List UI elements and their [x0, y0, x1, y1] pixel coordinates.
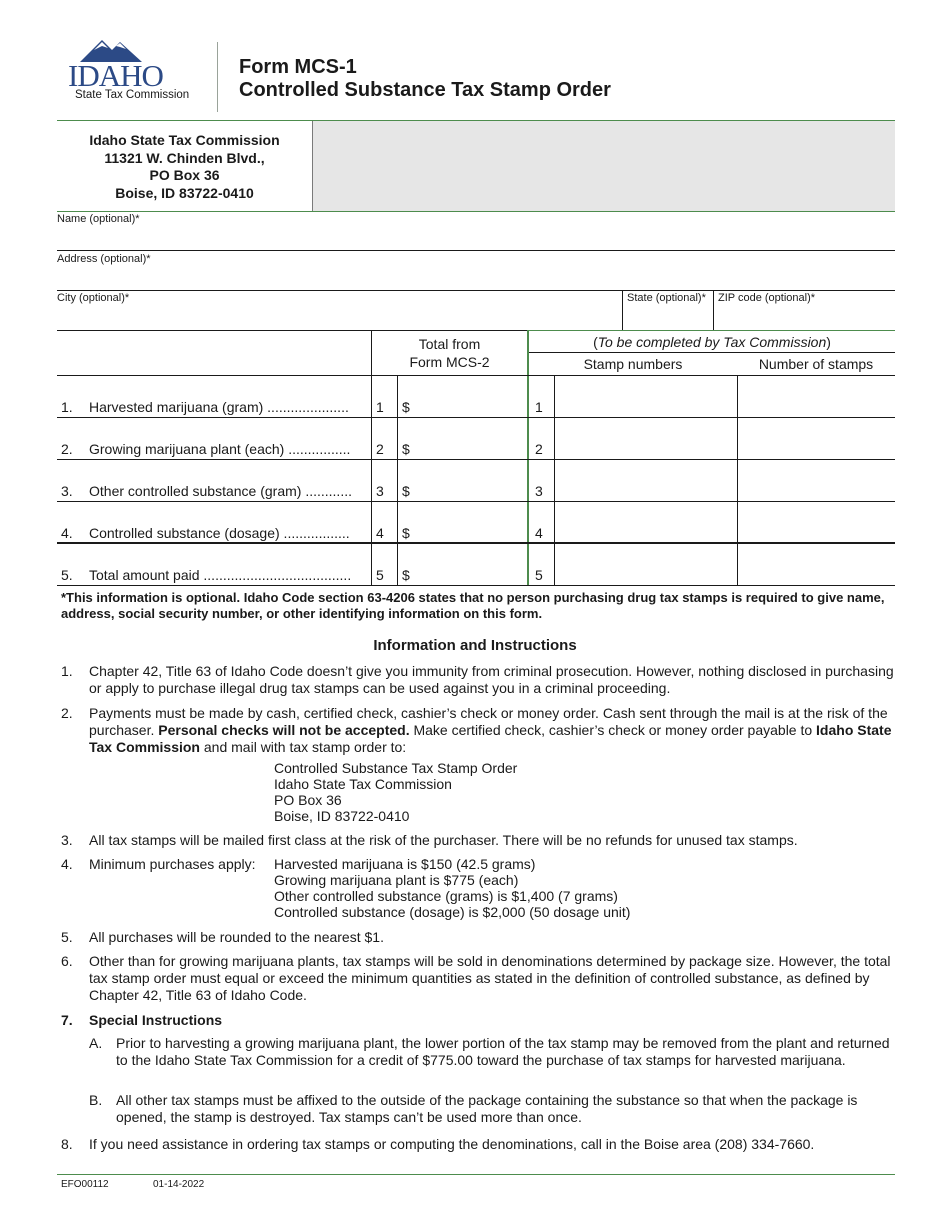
- item-number: 6.: [61, 953, 73, 969]
- dollar-sign: $: [402, 399, 410, 415]
- item-text: Minimum purchases apply:: [89, 856, 256, 872]
- item-text: Chapter 42, Title 63 of Idaho Code doesn’t give you immunity from criminal prosecution. However, nothing disclosed in purchasing or apply to purchase illegal drug tax stamps can be used against you in a criminal proceeding.: [89, 663, 894, 696]
- stamp-numbers-input[interactable]: [555, 420, 736, 458]
- commission-header-rule: [529, 352, 895, 353]
- address-field[interactable]: [57, 266, 895, 290]
- table-row: [57, 460, 895, 502]
- number-of-stamps-input[interactable]: [738, 378, 894, 416]
- stamp-numbers-input[interactable]: [555, 504, 736, 542]
- col-header-total-line2: Form MCS-2: [409, 354, 490, 370]
- col-header-total: [372, 335, 527, 371]
- table-row: [57, 376, 895, 418]
- item-number: 1.: [61, 663, 73, 679]
- item-text: All purchases will be rounded to the nearest $1.: [89, 929, 384, 945]
- item-number: 7.: [61, 1012, 73, 1028]
- dollar-sign: $: [402, 567, 410, 583]
- sub-item-text: Prior to harvesting a growing marijuana plant, the lower portion of the tax stamp may be removed from the plant and returned to the Idaho State Tax Commission for a credit of $775.00 toward the purchase of tax stamps for harvested marijuana.: [116, 1035, 890, 1068]
- mail-line-1: Controlled Substance Tax Stamp Order: [274, 760, 518, 776]
- stamp-numbers-input[interactable]: [555, 546, 736, 584]
- stamp-numbers-input[interactable]: [555, 462, 736, 500]
- minimum-line-2: Growing marijuana plant is $775 (each): [274, 872, 519, 888]
- minimum-line-1: Harvested marijuana is $150 (42.5 grams): [274, 856, 536, 872]
- col-header-number-of-stamps: Number of stamps: [758, 356, 874, 372]
- number-of-stamps-input[interactable]: [738, 504, 894, 542]
- minimum-purchases-list: [274, 856, 630, 920]
- line-number: 2: [376, 441, 384, 457]
- form-number: Form MCS-1: [239, 56, 357, 78]
- number-of-stamps-input[interactable]: [738, 462, 894, 500]
- dollar-sign: $: [402, 483, 410, 499]
- row-number: 5.: [61, 567, 73, 583]
- item2-part-e: and mail with tax stamp order to:: [200, 739, 407, 755]
- row-number: 4.: [61, 525, 73, 541]
- line-number: 4: [376, 525, 384, 541]
- item-number: 3.: [61, 832, 73, 848]
- commission-note: To be completed by Tax Commission: [597, 334, 827, 350]
- number-of-stamps-input[interactable]: [738, 420, 894, 458]
- item2-payee: Idaho State Tax Commission: [89, 722, 892, 755]
- row-number: 3.: [61, 483, 73, 499]
- amount-input[interactable]: [414, 462, 526, 500]
- address-line-4: Boise, ID 83722-0410: [115, 184, 254, 201]
- bottom-rule: [57, 1174, 895, 1175]
- line-number: 1: [535, 399, 543, 415]
- amount-input[interactable]: [414, 420, 526, 458]
- address-label: Address (optional)*: [57, 253, 151, 265]
- row-label: Harvested marijuana (gram) .....................: [89, 399, 349, 415]
- item-text: All tax stamps will be mailed first class at the risk of the purchaser. There will be no refunds for unused tax stamps.: [89, 832, 798, 848]
- line-number: 1: [376, 399, 384, 415]
- address-underline: [57, 290, 895, 291]
- item-text: If you need assistance in ordering tax stamps or computing the denominations, call in the Boise area (208) 334-7660.: [89, 1136, 815, 1152]
- row-label: Other controlled substance (gram) ............: [89, 483, 352, 499]
- instructions-heading: Information and Instructions: [373, 637, 577, 654]
- form-code: EFO00112: [61, 1179, 109, 1190]
- city-field[interactable]: [57, 305, 621, 329]
- line-number: 3: [376, 483, 384, 499]
- zip-field[interactable]: [714, 305, 894, 329]
- item-number: 5.: [61, 929, 73, 945]
- minimum-line-3: Other controlled substance (grams) is $1,400 (7 grams): [274, 888, 618, 904]
- state-label: State (optional)*: [627, 292, 706, 304]
- state-field[interactable]: [623, 305, 712, 329]
- table-row: [57, 544, 895, 586]
- name-underline: [57, 250, 895, 251]
- row-label: Controlled substance (dosage) .................: [89, 525, 350, 541]
- line-number: 5: [535, 567, 543, 583]
- item2-personal-checks: Personal checks will not be accepted.: [158, 722, 410, 738]
- table-bottom-rule: [57, 585, 895, 586]
- line-number: 5: [376, 567, 384, 583]
- sub-item-text: All other tax stamps must be affixed to the outside of the package containing the substance so that when the package is opened, the stamp is destroyed. Tax stamps can’t be used more than once.: [116, 1092, 858, 1125]
- amount-input[interactable]: [414, 504, 526, 542]
- item-text: [89, 705, 895, 756]
- form-title: Controlled Substance Tax Stamp Order: [239, 79, 611, 101]
- sub-item-letter: B.: [89, 1092, 103, 1108]
- col-header-commission: [529, 333, 895, 351]
- address-line-2: 11321 W. Chinden Blvd.,: [104, 149, 265, 166]
- name-field[interactable]: [57, 226, 895, 250]
- line-number: 2: [535, 441, 543, 457]
- amount-input[interactable]: [414, 378, 526, 416]
- amount-input[interactable]: [414, 546, 526, 584]
- number-of-stamps-input[interactable]: [738, 546, 894, 584]
- col-header-total-line1: Total from: [418, 336, 481, 352]
- sub-item-letter: A.: [89, 1035, 103, 1051]
- item-number: 2.: [61, 705, 73, 721]
- city-underline-green: [527, 330, 895, 331]
- mail-to-block: [274, 760, 517, 824]
- row-label: Growing marijuana plant (each) ................: [89, 441, 351, 457]
- table-row: [57, 418, 895, 460]
- line-number: 3: [535, 483, 543, 499]
- zip-label: ZIP code (optional)*: [718, 292, 816, 304]
- row-number: 1.: [61, 399, 73, 415]
- mailing-address: [57, 121, 312, 211]
- commission-paren-close: ): [826, 334, 831, 350]
- col-header-stamp-numbers: Stamp numbers: [583, 356, 683, 372]
- dollar-sign: $: [402, 525, 410, 541]
- logo-subtitle: State Tax Commission: [75, 89, 190, 101]
- city-label: City (optional)*: [57, 292, 130, 304]
- stamp-numbers-input[interactable]: [555, 378, 736, 416]
- address-line-1: Idaho State Tax Commission: [89, 132, 280, 148]
- city-underline: [57, 330, 527, 331]
- address-line-3: PO Box 36: [149, 167, 220, 183]
- office-use-box: [312, 121, 895, 211]
- minimum-line-4: Controlled substance (dosage) is $2,000 (50 dosage unit): [274, 904, 631, 920]
- mail-line-3: PO Box 36: [274, 792, 342, 808]
- item2-part-a: Payments must be made by cash, certified check, cashier’s check or money order. Cash sent through the mail is at the risk of the purchaser.: [89, 705, 888, 738]
- line-number: 4: [535, 525, 543, 541]
- item-number: 4.: [61, 856, 73, 872]
- idaho-logo: [62, 38, 212, 108]
- item-text: Other than for growing marijuana plants, tax stamps will be sold in denominations determined by package size. However, the total tax stamp order must equal or exceed the minimum quantities as stated in the definition of controlled substance, as defined by Chapter 42, Title 63 of Idaho Code.: [89, 953, 891, 1003]
- mail-line-2: Idaho State Tax Commission: [274, 776, 452, 792]
- item-number: 8.: [61, 1136, 73, 1152]
- mail-line-4: Boise, ID 83722-0410: [274, 808, 410, 824]
- header-divider: [217, 42, 218, 112]
- address-bottom-rule: [57, 211, 895, 212]
- table-row: [57, 502, 895, 544]
- commission-paren-open: (: [593, 334, 598, 350]
- row-number: 2.: [61, 441, 73, 457]
- optional-footnote: *This information is optional. Idaho Code section 63-4206 states that no person purchasing drug tax stamps is required to give name, address, social security number, or other identifying information on this form.: [61, 590, 885, 621]
- logo-text: IDAHO: [68, 58, 163, 93]
- dollar-sign: $: [402, 441, 410, 457]
- name-label: Name (optional)*: [57, 213, 140, 225]
- item-text: Special Instructions: [89, 1012, 223, 1028]
- form-date: 01-14-2022: [153, 1179, 205, 1190]
- row-label: Total amount paid ......................................: [89, 567, 352, 583]
- item2-part-c: Make certified check, cashier’s check or money order payable to: [409, 722, 817, 738]
